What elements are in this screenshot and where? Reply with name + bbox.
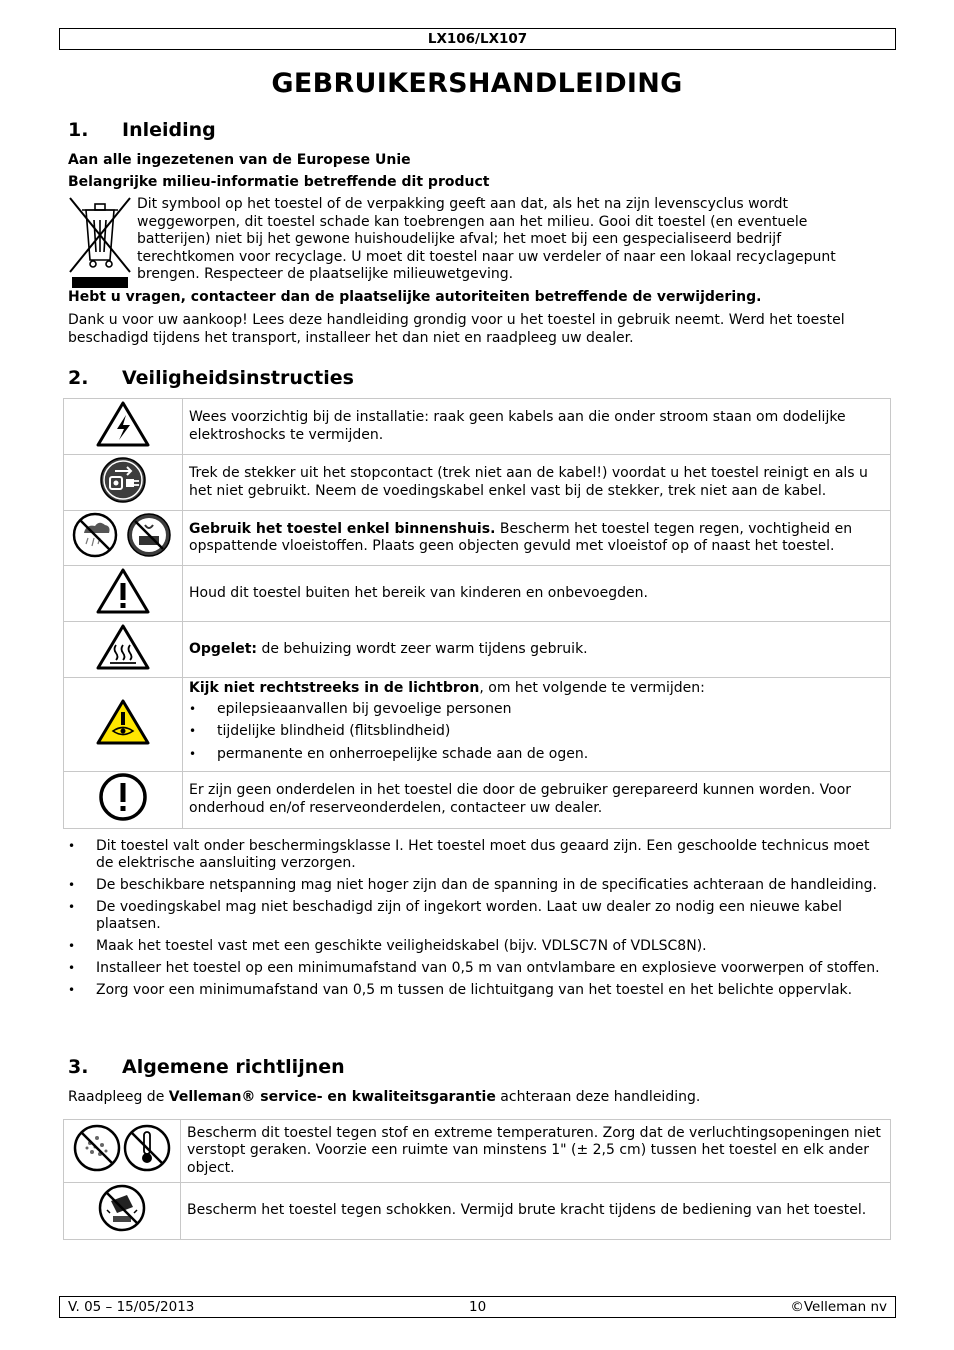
document-header <box>59 28 896 50</box>
hot-surface-icon <box>64 622 183 678</box>
no-rain-no-liquid-icon <box>64 511 183 566</box>
copyright: ©Velleman nv <box>790 1299 887 1315</box>
exclamation-circle-icon <box>64 772 183 829</box>
safety-text: Trek de stekker uit het stopcontact (trek niet aan de kabel!) voordat u het toestel reinigt en als u het niet gebruikt. Neem de voedingskabel enkel vast bij de stekker, trek niet aan de kabel. <box>183 455 891 511</box>
safety-row <box>64 678 891 772</box>
no-shock-icon <box>64 1183 181 1240</box>
section-1-heading <box>68 118 216 142</box>
model-number: LX106/LX107 <box>427 31 528 47</box>
electric-shock-warning-icon <box>64 399 183 455</box>
safety-text: Er zijn geen onderdelen in het toestel die door de gebruiker gerepareerd kunnen worden. Voor onderhoud en/of reserveonderdelen, contacteer uw dealer. <box>183 772 891 829</box>
safety-table <box>63 398 891 829</box>
list-item: • De voedingskabel mag niet beschadigd zijn of ingekort worden. Laat uw dealer zo nodig een nieuwe kabel plaatsen. <box>68 899 883 933</box>
thanks-text: Dank u voor uw aankoop! Lees deze handleiding grondig voor u het toestel in gebruik neemt. Werd het toestel beschadigd tijdens het transport, installeer het dan niet en raadpleeg uw dealer. <box>68 312 845 346</box>
section-title: Inleiding <box>122 119 216 141</box>
safety-row <box>64 772 891 829</box>
questions-text: Hebt u vragen, contacteer dan de plaatselijke autoriteiten betreffende de verwijdering. <box>68 289 762 305</box>
list-item: • permanente en onherroepelijke schade aan de ogen. <box>189 743 884 766</box>
guideline-row <box>64 1183 891 1240</box>
environment-text: Dit symbool op het toestel of de verpakking geeft aan dat, als het na zijn levenscyclus wordt weggeworpen, dit toestel schade kan toebrengen aan het milieu. Gooi dit toestel (en eventuele batterijen) niet bij het gewone huishoudelijke afval; het moet bij een gespecialiseerd bedrijf terechtkomen voor recyclage. U moet dit toestel naar uw verdeler of naar een lokaal recyclagepunt brengen. Respecteer de plaatselijke milieuwetgeving. <box>137 196 836 282</box>
safety-text: Gebruik het toestel enkel binnenshuis. Bescherm het toestel tegen regen, vochtigheid en opspattende vloeistoffen. Plaats geen objecten gevuld met vloeistof op of naast het toestel. <box>183 511 891 566</box>
page-number: 10 <box>469 1299 487 1315</box>
safety-text: Wees voorzichtig bij de installatie: raak geen kabels aan die onder stroom staan om dodelijke elektroshocks te vermijden. <box>183 399 891 455</box>
safety-row <box>64 622 891 678</box>
document-footer <box>59 1296 896 1318</box>
list-item: • Dit toestel valt onder beschermingsklasse I. Het toestel moet dus geaard zijn. Een geschoolde technicus moet de elektrische aansluiting verzorgen. <box>68 838 883 872</box>
page-title: GEBRUIKERSHANDLEIDING <box>271 68 683 99</box>
safety-text: Houd dit toestel buiten het bereik van kinderen en onbevoegden. <box>183 566 891 622</box>
guideline-row <box>64 1120 891 1183</box>
safety-row <box>64 399 891 455</box>
section-2-heading <box>68 366 354 390</box>
list-item: • tijdelijke blindheid (flitsblindheid) <box>189 720 884 743</box>
guideline-text: Bescherm het toestel tegen schokken. Vermijd brute kracht tijdens de bediening van het toestel. <box>181 1183 891 1240</box>
eye-light-warning-icon <box>64 678 183 772</box>
section-3-heading <box>68 1055 345 1079</box>
list-item: • Zorg voor een minimumafstand van 0,5 m tussen de lichtuitgang van het toestel en het belichte oppervlak. <box>68 982 883 999</box>
safety-row <box>64 511 891 566</box>
version-date: V. 05 – 15/05/2013 <box>68 1299 195 1315</box>
safety-text: Opgelet: de behuizing wordt zeer warm tijdens gebruik. <box>183 622 891 678</box>
list-item: • Installeer het toestel op een minimumafstand van 0,5 m van ontvlambare en explosieve voorwerpen of stoffen. <box>68 960 883 977</box>
section-title: Algemene richtlijnen <box>122 1056 345 1078</box>
guarantee-reference: Raadpleeg de Velleman® service- en kwaliteitsgarantie achteraan deze handleiding. <box>68 1089 701 1105</box>
section-number: 1. <box>68 119 89 141</box>
environment-heading: Belangrijke milieu-informatie betreffende dit product <box>68 174 490 190</box>
safety-row <box>64 566 891 622</box>
section-number: 3. <box>68 1056 89 1078</box>
safety-text: Kijk niet rechtstreeks in de lichtbron, om het volgende te vermijden: • epilepsieaanvallen bij gevoelige personen • tijdelijke blindheid (flitsblindheid) • permanente en onherroepelijke schade aan de ogen. <box>183 678 891 772</box>
unplug-icon <box>64 455 183 511</box>
general-warning-icon <box>64 566 183 622</box>
eu-heading: Aan alle ingezetenen van de Europese Unie <box>68 152 411 168</box>
guidelines-table <box>63 1119 891 1240</box>
no-dust-no-temperature-icon <box>64 1120 181 1183</box>
list-item: • Maak het toestel vast met een geschikte veiligheidskabel (bijv. VDLSC7N of VDLSC8N). <box>68 938 883 955</box>
list-item: • epilepsieaanvallen bij gevoelige personen <box>189 698 884 721</box>
weee-bin-icon <box>68 196 132 290</box>
light-hazard-list <box>189 698 884 766</box>
guideline-text: Bescherm dit toestel tegen stof en extreme temperaturen. Zorg dat de verluchtingsopeningen niet verstopt geraken. Voorzie een ruimte van minstens 1" (± 2,5 cm) tussen het toestel en elk ander object. <box>181 1120 891 1183</box>
safety-row <box>64 455 891 511</box>
section-number: 2. <box>68 367 89 389</box>
safety-bullet-list <box>68 838 883 1004</box>
section-title: Veiligheidsinstructies <box>122 367 354 389</box>
list-item: • De beschikbare netspanning mag niet hoger zijn dan de spanning in de specificaties achteraan de handleiding. <box>68 877 883 894</box>
